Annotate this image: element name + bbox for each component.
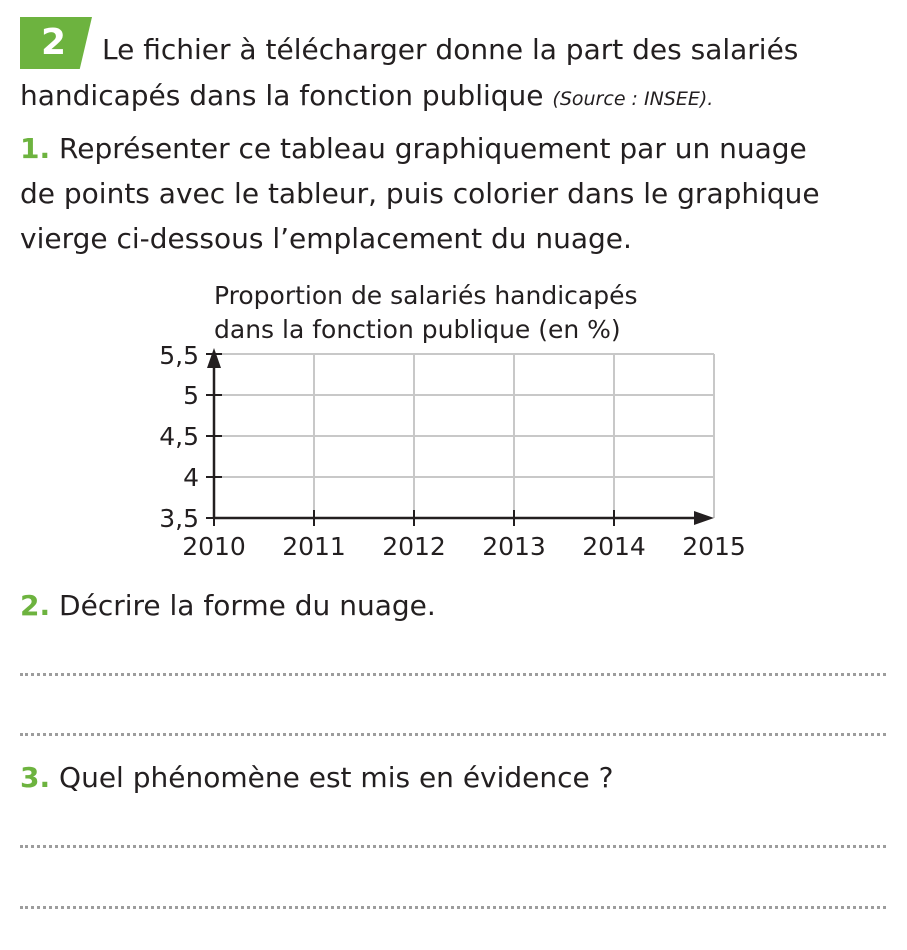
x-tick-label: 2014 [582, 532, 646, 561]
x-tick-label: 2011 [282, 532, 346, 561]
question-1-line-3: vierge ci-dessous l’emplacement du nuage. [20, 222, 632, 255]
question-3-number: 3. [20, 761, 51, 794]
question-1-line-1 [20, 132, 807, 165]
answer-line[interactable] [20, 673, 886, 676]
answer-line[interactable] [20, 906, 886, 909]
question-1-text-1: Représenter ce tableau graphiquement par un nuage [59, 132, 807, 165]
intro-line-1: Le fichier à télécharger donne la part des salariés [102, 33, 799, 66]
x-tick-label: 2013 [482, 532, 546, 561]
answer-line[interactable] [20, 845, 886, 848]
question-2-line [20, 589, 436, 622]
question-1-line-2: de points avec le tableur, puis colorier dans le graphique [20, 177, 820, 210]
y-tick-label: 3,5 [159, 504, 199, 533]
x-tick-label: 2010 [182, 532, 246, 561]
source-note: (Source : INSEE). [552, 88, 714, 110]
y-tick-label: 4,5 [159, 422, 199, 451]
question-1-number: 1. [20, 132, 51, 165]
answer-line[interactable] [20, 733, 886, 736]
question-2-text: Décrire la forme du nuage. [59, 589, 436, 622]
exercise-number: 2 [41, 22, 67, 63]
y-tick-label: 5 [183, 381, 199, 410]
intro-line-2 [20, 79, 714, 112]
x-axis-arrow [694, 511, 714, 525]
intro-line-2-text: handicapés dans la fonction publique [20, 79, 544, 112]
x-tick-label: 2012 [382, 532, 446, 561]
x-tick-label: 2015 [682, 532, 746, 561]
y-tick-label: 4 [183, 463, 199, 492]
question-3-line [20, 761, 614, 794]
y-axis-arrow [207, 348, 221, 368]
chart-title-line-1: Proportion de salariés handicapés [214, 281, 638, 310]
question-3-text: Quel phénomène est mis en évidence ? [59, 761, 614, 794]
question-2-number: 2. [20, 589, 51, 622]
chart-title-line-2: dans la fonction publique (en %) [214, 315, 621, 344]
y-tick-label: 5,5 [159, 341, 199, 370]
